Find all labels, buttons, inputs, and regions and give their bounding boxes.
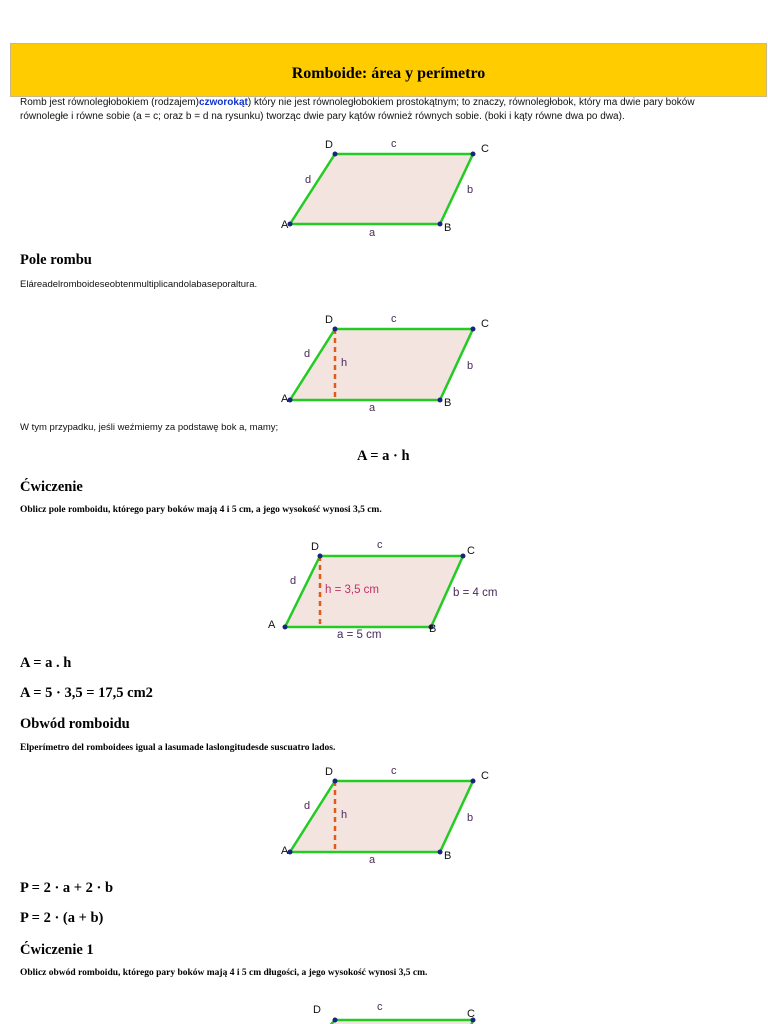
- vertex-b: [438, 222, 443, 227]
- area-heading: Pole rombu: [20, 252, 92, 268]
- label-d: d: [304, 348, 311, 360]
- parallelogram-figure-1: [280, 136, 495, 238]
- label-b: b: [467, 360, 474, 372]
- svg-text:c: c: [391, 765, 397, 777]
- label-B: B: [444, 397, 452, 409]
- svg-text:C: C: [481, 770, 489, 782]
- area-text: Eláreadelromboideseobtenmultiplicandolabaseporaltura.: [20, 279, 258, 290]
- czworokat-link[interactable]: czworokąt: [198, 97, 248, 108]
- svg-text:a: a: [369, 854, 376, 865]
- svg-text:B: B: [444, 850, 452, 862]
- svg-text:D: D: [311, 541, 319, 553]
- label-A: A: [281, 393, 289, 405]
- area-formula: A = a · h: [357, 448, 410, 464]
- label-b-value: b = 4 cm: [453, 587, 498, 599]
- exercise1-text: Oblicz obwód romboidu, którego pary boków mają 4 i 5 cm długości, a jego wysokość wynosi 3,5 cm.: [20, 968, 428, 978]
- label-a-value: a = 5 cm: [337, 629, 382, 641]
- label-h-value: h = 3,5 cm: [325, 584, 380, 596]
- exercise-heading: Ćwiczenie: [20, 479, 83, 495]
- parallelogram-figure-5: [280, 998, 495, 1024]
- svg-text:C: C: [467, 545, 475, 557]
- vertex-c: [471, 152, 476, 157]
- svg-text:A: A: [268, 619, 276, 631]
- svg-text:B: B: [429, 623, 437, 635]
- parallelogram-figure-4: [280, 763, 495, 865]
- label-a: a: [369, 402, 376, 413]
- svg-text:D: D: [313, 1004, 321, 1016]
- intro-text-2: ) który nie jest równoległobokiem prostokątnym; to znaczy, równoległobok, który ma dwie pary boków równoległe i równe sobie (a = c; oraz b = d na rysunku) tworząc dwie pary kątów również równych sobie. (boki i kąty równe dwa po dwa).: [20, 97, 695, 122]
- svg-text:d: d: [304, 800, 311, 812]
- area-case-text: W tym przypadku, jeśli weźmiemy za podstawę bok a, mamy;: [20, 422, 279, 433]
- vertex-d: [333, 152, 338, 157]
- exercise-text: Oblicz pole romboidu, którego pary boków mają 4 i 5 cm, a jego wysokość wynosi 3,5 cm.: [20, 505, 382, 515]
- label-c: c: [391, 313, 397, 325]
- parallelogram-figure-2: [280, 311, 495, 413]
- perimeter-heading: Obwód romboidu: [20, 716, 130, 732]
- label-D: D: [325, 314, 333, 326]
- svg-text:C: C: [467, 1008, 475, 1020]
- svg-text:b: b: [467, 812, 474, 824]
- page-title: Romboide: área y perímetro: [291, 65, 486, 82]
- svg-text:d: d: [290, 575, 297, 587]
- parallelogram-shape: [290, 154, 473, 224]
- label-D: D: [325, 139, 333, 151]
- svg-text:c: c: [377, 1001, 383, 1013]
- svg-text:A: A: [281, 845, 289, 857]
- label-b: b: [467, 184, 474, 196]
- label-B: B: [444, 222, 452, 234]
- intro-paragraph: [20, 96, 745, 123]
- exercise-formula-1: A = a . h: [20, 655, 72, 671]
- label-h: h: [341, 357, 348, 369]
- label-d: d: [305, 174, 312, 186]
- exercise-formula-2: A = 5 · 3,5 = 17,5 cm2: [20, 685, 153, 701]
- label-c: c: [391, 138, 397, 150]
- svg-text:c: c: [377, 539, 383, 551]
- exercise1-heading: Ćwiczenie 1: [20, 942, 94, 958]
- svg-text:h: h: [341, 809, 348, 821]
- label-a: a: [369, 227, 376, 238]
- perimeter-text: Elperímetro del romboidees igual a lasumade laslongitudesde suscuatro lados.: [20, 743, 336, 753]
- intro-text-1: Romb jest równoległobokiem (rodzajem): [20, 97, 199, 108]
- label-C: C: [481, 143, 489, 155]
- label-A: A: [281, 219, 289, 231]
- parallelogram-figure-exercise: [265, 534, 515, 642]
- svg-text:D: D: [325, 766, 333, 778]
- perimeter-formula-1: P = 2 · a + 2 · b: [20, 880, 114, 896]
- label-C: C: [481, 318, 489, 330]
- title-banner: [10, 43, 767, 97]
- perimeter-formula-2: P = 2 · (a + b): [20, 910, 104, 926]
